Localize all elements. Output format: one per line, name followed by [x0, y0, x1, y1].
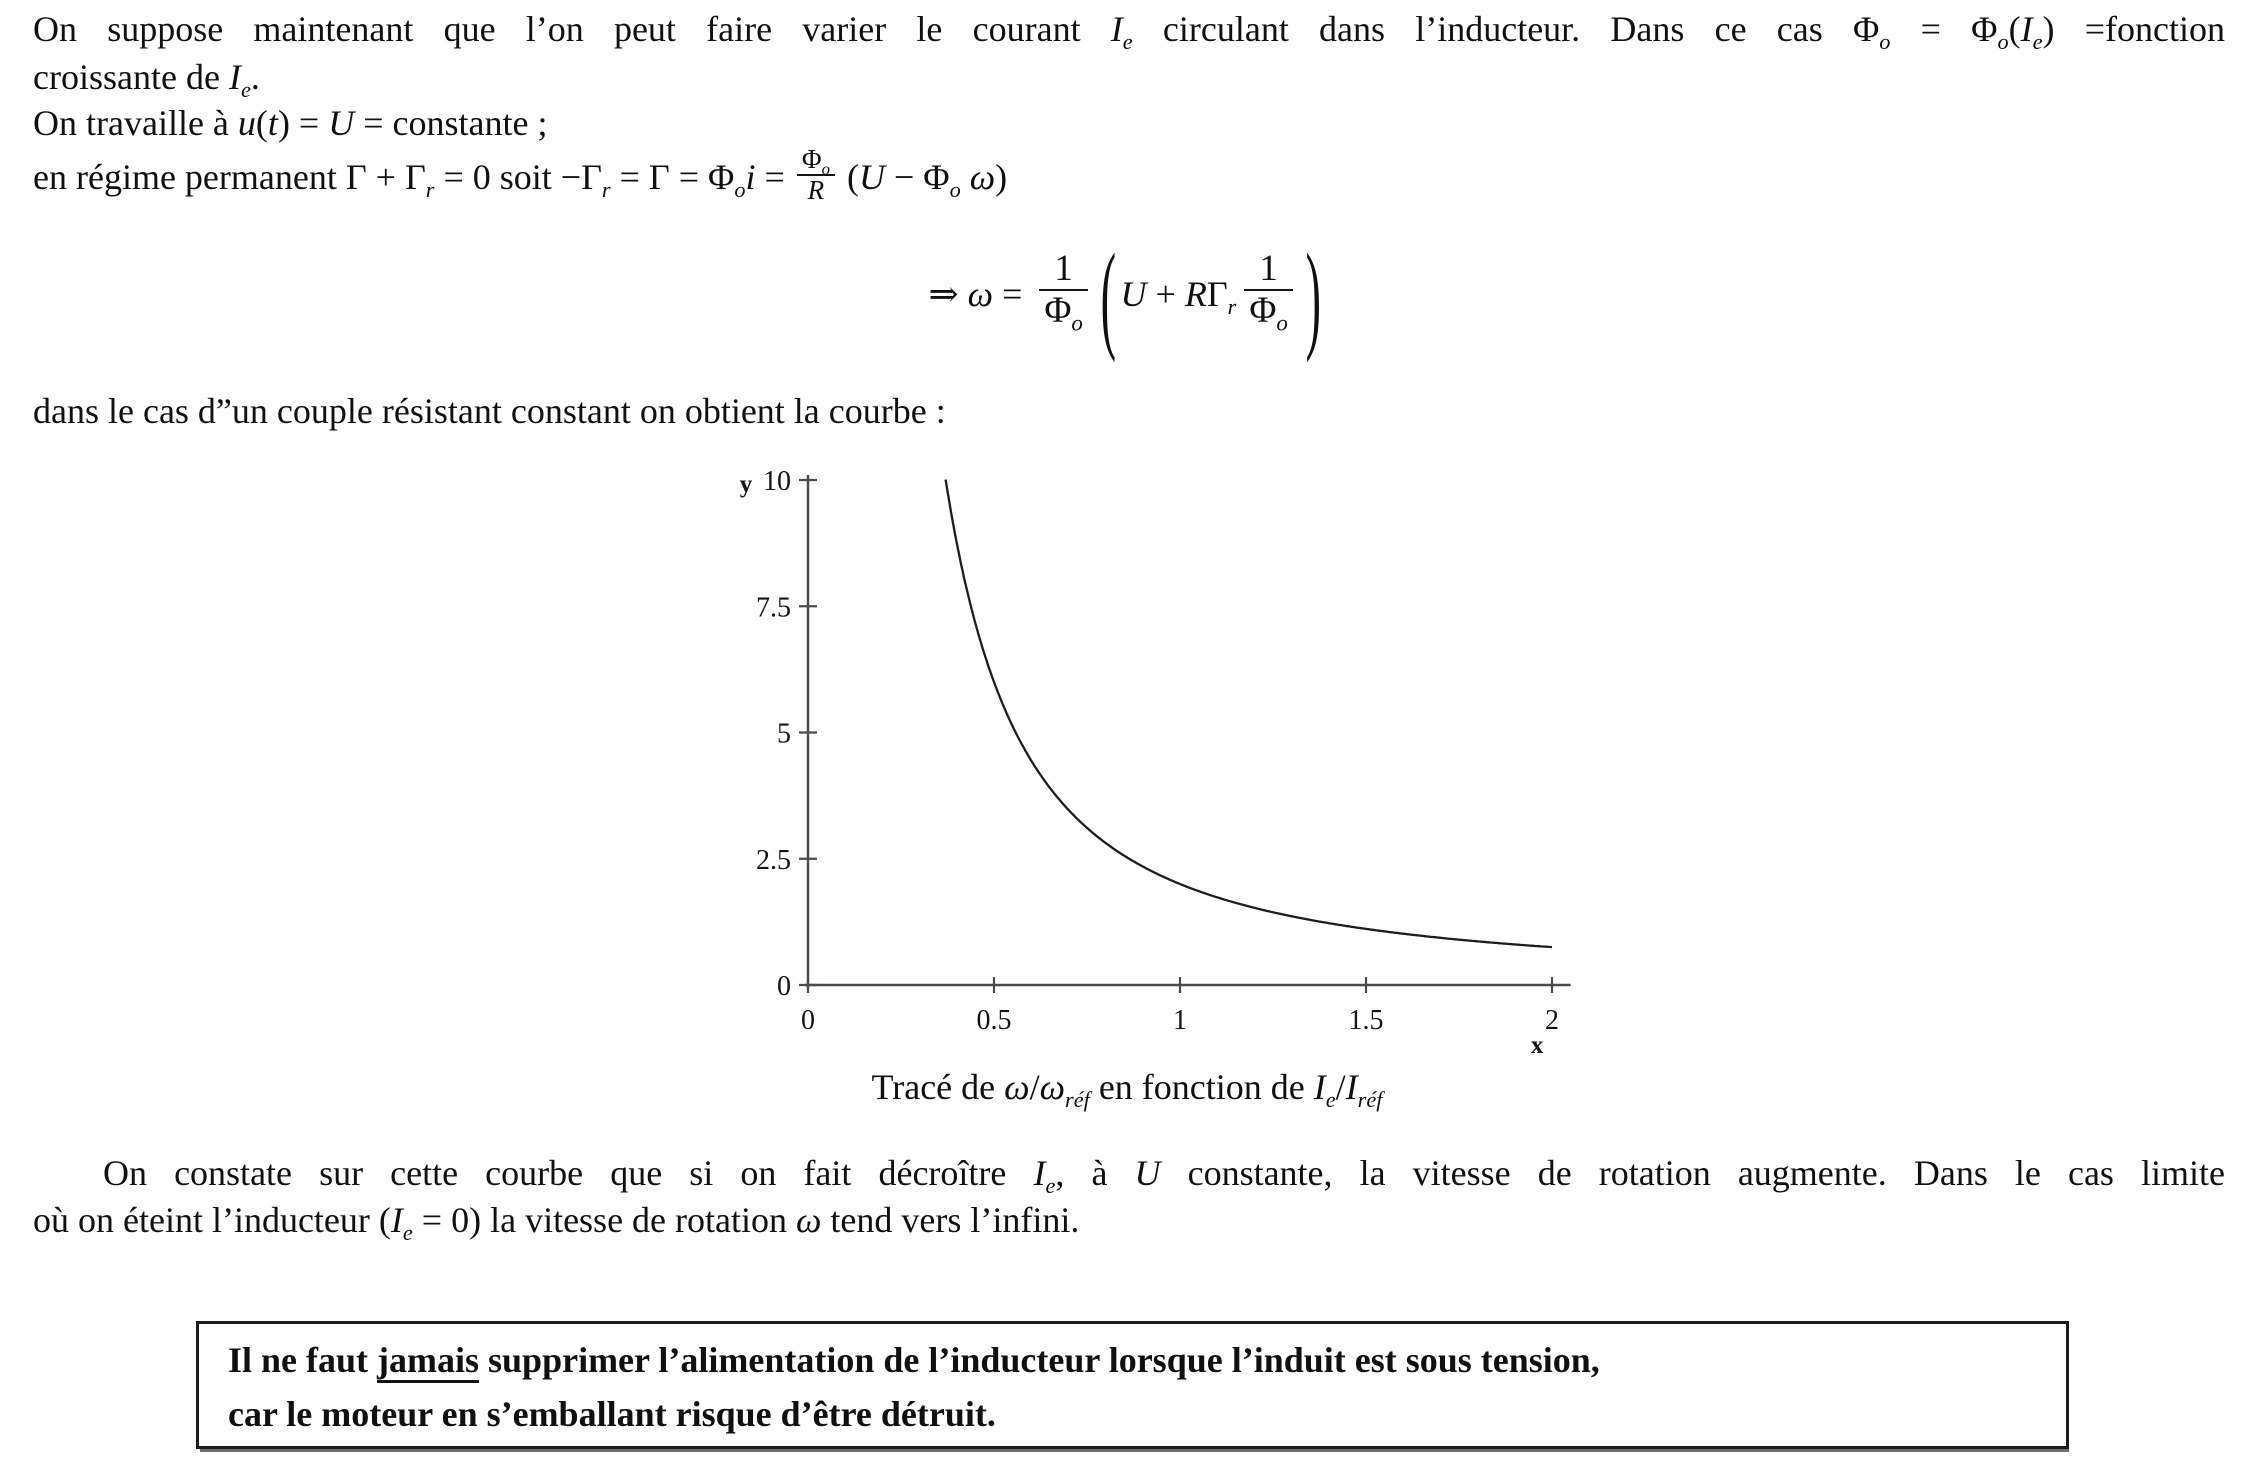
x-tick-label: 1: [1173, 1005, 1187, 1036]
omega-curve: [946, 480, 1552, 947]
warning-line-1: Il ne faut jamais supprimer l’alimentation de l’inducteur lorsque l’induit est sous tension,: [228, 1340, 1600, 1380]
intro-line-3: On travaille à u(t) = U = constante ;: [33, 103, 548, 143]
intro-line-1: On suppose maintenant que l’on peut faire varier le courant $I_e$ circulant dans l’inducteur. Dans ce cas $\Phi_o = \Phi_o(I_e)$ =fonction: [33, 9, 2226, 55]
y-axis-label: y: [739, 471, 753, 498]
conclusion-line-1: On constate sur cette courbe que si on fait décroître $I_e$, à U constante, la vitesse de rotation augmente. Dans le cas limite: [103, 1153, 2225, 1199]
y-tick-label: 2.5: [756, 844, 791, 876]
x-tick-label: 2: [1545, 1005, 1559, 1036]
chart-caption: Tracé de $\omega/\omega_{réf}$ en fonction de $I_e/I_{réf}$: [871, 1067, 1383, 1113]
x-tick-label: 0: [801, 1005, 815, 1036]
y-tick-label: 0: [777, 971, 791, 1002]
x-tick-label: 0.5: [976, 1005, 1012, 1036]
y-tick-label: 10: [763, 466, 791, 497]
omega-vs-ie-chart: [700, 455, 1600, 1080]
intro-line-4-equation: en régime permanent $\Gamma + \Gamma_r = 0$ soit $-\Gamma_r = \Gamma = \Phi_oi$ = $\frac{\Phi_o}{R}$ ($U - \Phi_o$ ω): [33, 143, 1008, 205]
conclusion-line-2: où on éteint l’inducteur $(I_e = 0)$ la vitesse de rotation ω tend vers l’infini.: [33, 1200, 1080, 1246]
warning-line-2: car le moteur en s’emballant risque d’être détruit.: [228, 1394, 996, 1434]
intro-line-2: croissante de $I_e$.: [33, 57, 260, 103]
y-tick-label: 5: [777, 718, 791, 750]
x-axis-label: x: [1530, 1032, 1544, 1059]
warning-box: [196, 1321, 2069, 1449]
x-tick-label: 1.5: [1348, 1005, 1384, 1036]
curve-intro-line: dans le cas d”un couple résistant constant on obtient la courbe :: [33, 391, 946, 431]
display-equation-omega: ⇒ ω = $\frac{1}{\Phi_o}$ ( $U + R\Gamma_r$ $\frac{1}{\Phi_o}$ ): [928, 228, 1321, 364]
y-tick-label: 7.5: [756, 592, 791, 624]
